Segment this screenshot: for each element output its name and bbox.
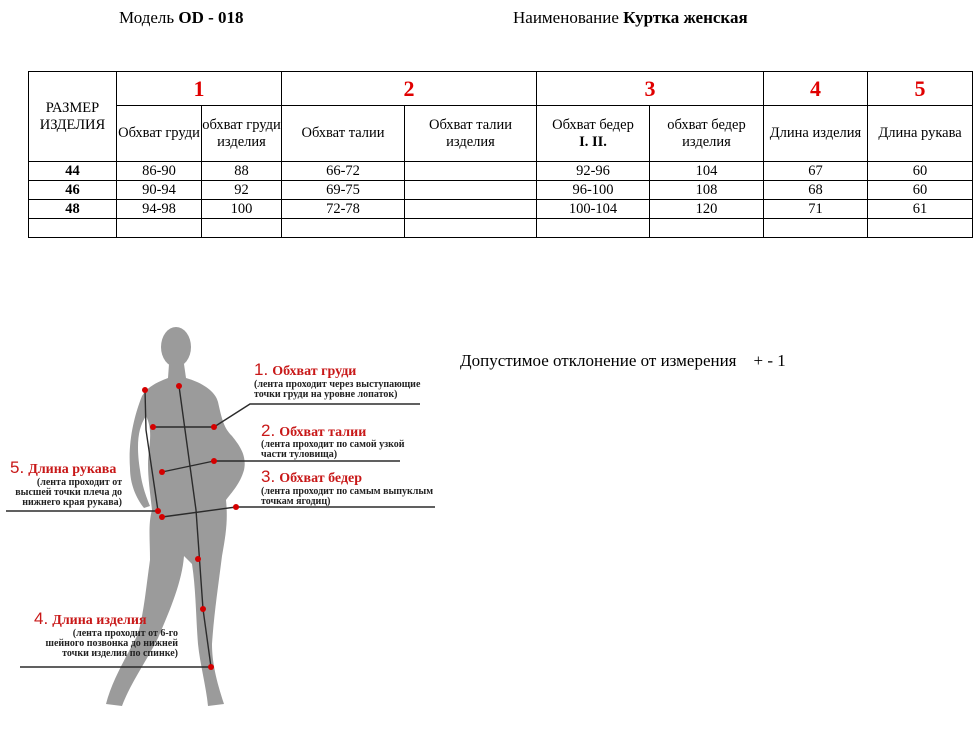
name-label: Наименование [513, 8, 619, 27]
table-cell: 61 [868, 200, 973, 219]
table-cell [405, 162, 537, 181]
table-cell: 60 [868, 181, 973, 200]
col-header-sleeve: Длина рукава [868, 106, 973, 162]
label-waist [261, 421, 405, 460]
table-cell: 96-100 [537, 181, 650, 200]
svg-text:1.Обхват груди [254, 360, 356, 379]
table-cell: 92 [202, 181, 282, 200]
table-cell-empty [405, 219, 537, 238]
marker-dot [195, 556, 201, 562]
table-cell: 66-72 [282, 162, 405, 181]
table-cell: 90-94 [117, 181, 202, 200]
table-cell: 92-96 [537, 162, 650, 181]
model-value: OD - 018 [178, 8, 244, 27]
label-hips-num: 3. [261, 467, 276, 486]
label-hips-desc: точкам ягодиц) [261, 496, 331, 507]
svg-text:4.Длина изделия [34, 609, 147, 628]
svg-text:5.Длина рукава [10, 458, 116, 477]
table-cell-empty [282, 219, 405, 238]
label-waist-title: Обхват талии [279, 425, 367, 440]
table-cell [405, 200, 537, 219]
group-2: 2 [282, 72, 537, 106]
size-cell: 46 [29, 181, 117, 200]
label-length-desc: точки изделия по спинке) [62, 648, 178, 659]
marker-dot [159, 514, 165, 520]
model-label: Модель [119, 8, 175, 27]
marker-dot [176, 383, 182, 389]
table-cell-empty [868, 219, 973, 238]
table-cell: 104 [650, 162, 764, 181]
marker-dot [150, 424, 156, 430]
table-cell: 88 [202, 162, 282, 181]
table-cell: 120 [650, 200, 764, 219]
svg-text:3.Обхват бедер [261, 467, 362, 486]
table-cell-empty [202, 219, 282, 238]
size-table [28, 71, 973, 238]
table-row [29, 162, 973, 181]
label-hips [261, 467, 433, 507]
marker-dot [200, 606, 206, 612]
marker-dot [155, 508, 161, 514]
label-hips-title: Обхват бедер [279, 471, 363, 486]
group-4: 4 [764, 72, 868, 106]
table-cell-empty [537, 219, 650, 238]
marker-dot [142, 387, 148, 393]
table-cell: 69-75 [282, 181, 405, 200]
marker-dot [211, 458, 217, 464]
chest-leader [214, 404, 420, 427]
col-header-hips-label: Обхват бедер [552, 116, 634, 133]
label-sleeve-title: Длина рукава [28, 462, 117, 477]
group-5: 5 [868, 72, 973, 106]
size-header: РАЗМЕР ИЗДЕЛИЯ [29, 72, 117, 162]
marker-dot [233, 504, 239, 510]
col-header-chest: Обхват груди [117, 106, 202, 162]
group-1: 1 [117, 72, 282, 106]
product-name-header [513, 8, 748, 28]
col-header-length: Длина изделия [764, 106, 868, 162]
label-chest-desc: (лента проходит через выступающие [254, 379, 421, 390]
col-header-hips-garment: обхват бедер изделия [650, 106, 764, 162]
tolerance-note: Допустимое отклонение от измерения + - 1 [460, 351, 786, 370]
group-3: 3 [537, 72, 764, 106]
marker-dot [211, 424, 217, 430]
table-cell-empty [650, 219, 764, 238]
table-cell-empty [764, 219, 868, 238]
table-cell: 68 [764, 181, 868, 200]
name-value: Куртка женская [623, 8, 748, 27]
col-header-waist: Обхват талии [282, 106, 405, 162]
label-waist-num: 2. [261, 421, 276, 440]
label-chest [254, 360, 421, 400]
label-chest-desc: точки груди на уровне лопаток) [254, 389, 398, 400]
label-sleeve-num: 5. [10, 458, 25, 477]
table-row [29, 200, 973, 219]
measurement-figure [0, 320, 460, 720]
label-hips-desc: (лента проходит по самым выпуклым [261, 486, 434, 497]
table-cell: 100-104 [537, 200, 650, 219]
label-length-title: Длина изделия [52, 613, 147, 628]
table-cell-empty [117, 219, 202, 238]
label-sleeve-desc: высшей точки плеча до [15, 487, 122, 498]
col-header-hips [537, 106, 650, 162]
label-sleeve-desc: нижнего края рукава) [22, 497, 122, 508]
label-length-num: 4. [34, 609, 49, 628]
label-waist-desc: части туловища) [261, 449, 338, 460]
marker-dot [208, 664, 214, 670]
table-cell: 94-98 [117, 200, 202, 219]
label-waist-desc: (лента проходит по самой узкой [261, 439, 405, 450]
marker-dot [159, 469, 165, 475]
label-sleeve-desc: (лента проходит от [36, 477, 122, 488]
label-length-desc: шейного позвонка до нижней [45, 638, 178, 649]
table-cell [405, 181, 537, 200]
col-header-chest-garment: обхват груди изделия [202, 106, 282, 162]
label-sleeve [10, 458, 122, 508]
svg-text:2.Обхват талии [261, 421, 366, 440]
size-cell: 44 [29, 162, 117, 181]
table-cell: 72-78 [282, 200, 405, 219]
table-cell: 86-90 [117, 162, 202, 181]
table-row [29, 181, 973, 200]
label-chest-num: 1. [254, 360, 269, 379]
table-cell: 108 [650, 181, 764, 200]
table-cell: 67 [764, 162, 868, 181]
table-cell: 71 [764, 200, 868, 219]
table-row-empty [29, 219, 973, 238]
table-cell: 100 [202, 200, 282, 219]
col-header-hips-suffix: I. II. [579, 133, 607, 150]
size-cell: 48 [29, 200, 117, 219]
table-cell: 60 [868, 162, 973, 181]
col-header-waist-garment: Обхват талии изделия [405, 106, 537, 162]
label-length-desc: (лента проходит от 6-го [72, 628, 178, 639]
label-chest-title: Обхват груди [272, 364, 357, 379]
table-cell-empty [29, 219, 117, 238]
model-header [119, 8, 244, 28]
